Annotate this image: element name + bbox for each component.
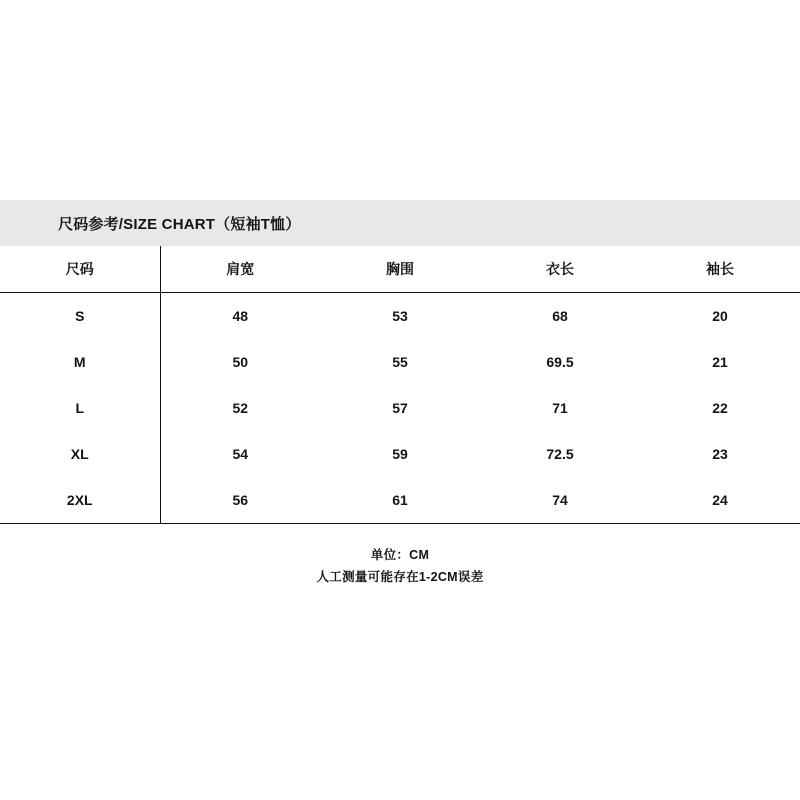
- cell-shoulder: 50: [232, 354, 249, 370]
- cell-size: L: [0, 385, 160, 431]
- cell-sleeve: 24: [640, 477, 800, 524]
- table-row: [0, 339, 800, 385]
- column-header-bust: 胸围: [320, 246, 480, 293]
- table-header: [0, 246, 800, 293]
- cell-sleeve: 23: [712, 446, 728, 462]
- cell-shoulder: 52: [232, 400, 249, 416]
- cell-bust: 57: [392, 400, 408, 416]
- cell-size: M: [0, 339, 160, 385]
- size-chart-table: [0, 246, 800, 524]
- table-row: [0, 477, 800, 524]
- column-header-sleeve: 袖长: [640, 246, 800, 293]
- footnote-unit: 单位：CM: [370, 548, 430, 562]
- cell-length: 69.5: [546, 354, 574, 370]
- column-header-shoulder: 肩宽: [160, 246, 320, 293]
- cell-length: 74: [480, 477, 640, 524]
- table-row: [0, 385, 800, 431]
- cell-sleeve: 22: [712, 400, 728, 416]
- cell-length: 68: [552, 308, 568, 324]
- cell-length: 71: [552, 400, 568, 416]
- column-header-length: 衣长: [480, 246, 640, 293]
- footnote-tolerance: 人工测量可能存在1-2CM误差: [316, 570, 484, 584]
- size-chart-table-wrap: [0, 246, 800, 524]
- cell-shoulder: 48: [232, 308, 249, 324]
- cell-bust: 53: [392, 308, 408, 324]
- table-body: [0, 293, 800, 524]
- table-row: [0, 293, 800, 340]
- cell-size: XL: [0, 431, 160, 477]
- cell-shoulder: 56: [160, 477, 320, 524]
- cell-bust: 55: [392, 354, 408, 370]
- cell-bust: 61: [320, 477, 480, 524]
- page-title: 尺码参考/SIZE CHART（短袖T恤）: [58, 215, 301, 233]
- table-row: [0, 431, 800, 477]
- footnotes: [0, 544, 800, 588]
- table-header-row: [0, 246, 800, 293]
- cell-size: S: [0, 293, 160, 340]
- cell-length: 72.5: [546, 446, 574, 462]
- cell-size: 2XL: [0, 477, 160, 524]
- column-header-size: 尺码: [0, 246, 160, 293]
- cell-sleeve: 21: [712, 354, 728, 370]
- cell-sleeve: 20: [712, 308, 728, 324]
- cell-shoulder: 54: [232, 446, 249, 462]
- cell-bust: 59: [392, 446, 408, 462]
- size-chart-title-band: [0, 200, 800, 246]
